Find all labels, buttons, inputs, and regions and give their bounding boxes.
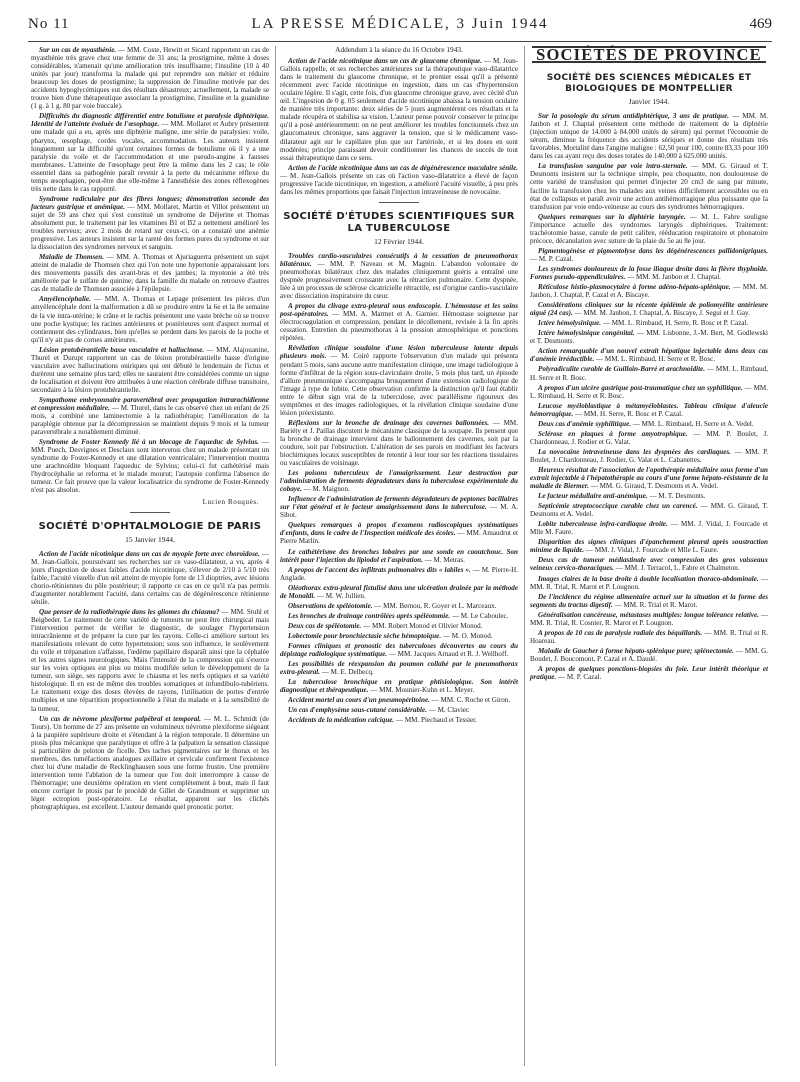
abstract-item: Deux cas de spéléotomie. — MM. Robert Monod et Olivier Monod. [288,621,483,630]
abstract-foster-kennedy: Syndrome de Foster Kennedy lié à un blocage de l'aqueduc de Sylvius. — MM. Puech, Desvignes et Desclaux sont intervenus chez un malade présentant un syndrome de Foster-Kennedy et une dilatation ventriculaire; l'intervention montra une arachnoïdite bloquant l'aqueduc de Sylvius; celui-ci fut cathétérisé mais l'hydrocéphalie se reforma et le malade mourut; l'autopsie confirma l'absence de tumeur. Ce fait prouve que la valeur localisatrice du syndrome de Foster-Kennedy n'est pas absolue. [31,438,269,495]
abstract-item: Les bronches de drainage contrôlées après spéléotomie. — M. Le Caboulec. [288,611,509,620]
abstract-item: La tuberculose bronchique en pratique phtisiologique. Son intérêt diagnostique et thérapeutique. — MM. Mounier-Kuhn et L. Meyer. [280,678,518,695]
abstract-item: Les poisons tuberculeux de l'amaigrissement. Leur destruction par l'administration de ferments dégradateurs dans la tuberculose expérimentale du cobaye. — M. Maignon. [280,469,518,494]
abstract-item: A propos d'un ulcère gastrique post-traumatique chez un syphilitique. — MM. L. Rimbaud, H. Serre et R. Bosc. [530,383,769,400]
abstract-item: Le facteur médullaire anti-anémique. — M. T. Desmonts. [538,492,706,501]
abstract-nevrome: Un cas de névrome plexiforme palpébral et temporal. — M. L. Schmidt (de Tours). Un homme de 27 ans présente un volumineux névrome plexiforme siégeant à la paupière supérieure droite et s'étendant à la région temporale. Il détermine un ptosis plus mécanique que paralytique et offre à la palpation la sensation classique si particulière de peloton de ficelle. Des taches pigmentaires sur le thorax et les membres, des tuméfactions analogues axillaire et cervicale confirment l'existence chez lui d'une maladie de Recklinghausen sous une forme frustre. Une première intervention tente l'ablation de la tumeur que l'on doit interrompre à cause de l'hémorragie; une deuxième opération en vient complètement à bout, mais il faut encore corriger le ptosis par le procédé de Gillet de Grandmont et supprimer un léger ectropion post-opératoire. Le résultat, apparent sur les clichés photographiques, est excellent. L'auteur demande quel pronostic porter. [31,714,269,812]
abstract-item: A propos de quelques ponctions-biopsies du foie. Leur intérêt théorique et pratique. — M. P. Cazal. [530,665,768,682]
abstract-item: Considérations cliniques sur la récente épidémie de poliomyélite antérieure aiguë (24 cas). — MM. M. Janbon, J. Chaptal, A. Biscaye, J. Segui et J. Gay. [530,301,768,318]
abstract-item: Deux cas de tumeur médiastinale avec compression des gros vaisseaux veineux cervico-thoraciques. — MM. J. Terracol, L. Fabre et Chalmeton. [530,556,768,573]
abstract-item: Réflexions sur la bronche de drainage des cavernes ballonnées. — MM. Bariéty et J. Paillas discutent le mécanisme classique de la soupape. Ils pensent que la bronche de drainage intervient dans le ballonnement des cavernes, soit par la coudure, soit par l'obstruction. L'altération de ses parois en modifiant les facteurs biochimiques locaux susceptibles de retentir à leur tour sur les réactions tissulaires ou vasculaires de voisinage. [280,418,518,468]
addendum-note: Addendum à la séance du 16 Octobre 1943. [335,45,463,54]
abstract-item: Accident mortel au cours d'un pneumopéritoine. — MM. C. Roche et Giron. [288,696,511,705]
abstract-item: Disparition des signes cliniques d'épanchement pleural après soustraction minime de liquide. — MM. J. Vidal, J. Fourcade et Mlle L. Faure. [530,538,768,555]
abstract-thomsen: Maladie de Thomsen. — MM. A. Thomas et Ajuriaguerra présentent un sujet atteint de maladie de Thomsen chez qui l'on note une hypertonie apparaissant lors des mouvements passifs des avant-bras et des jambes; la myotonie a été très améliorée par le sulfate de quinine; dans la famille du malade on retrouve d'autres cas de maladie de Thomsen associée à l'épilepsie. [31,253,269,294]
abstract-item: A propos de l'accent des infiltrats pulmonaires dits « labiles ». — M. Pierre-H. Anglade. [280,565,519,582]
issue-number: No 11 [28,16,70,32]
abstract-degenerescence-maculaire: Action de l'acide nicotinique dans un cas de dégénérescence maculaire sénile. — M. Jean-Gallois présente un cas où l'action vaso-dilatatrice a élevé de façon progressive l'acide nicotinique, en ingestion, a amélioré l'acuité visuelle, à peu près dans les mêmes proportions que faisait l'injection intraveineuse de novocaïne. [280,163,518,196]
section-date: 12 Février 1944. [374,236,424,246]
abstract-item: Ictère hémolysinique congénital. — MM. Lisbonne, J.-M. Bert, M. Godlewski et T. Desmonts. [530,329,768,346]
abstract-item: Troubles cardio-vasculaires consécutifs à la cessation de pneumothorax bilatéraux. — MM. P. Naveau et M. Magnin. L'abandon volontaire de pneumothorax bilatéraux chez des malades cliniquement guéris a entraîné une dyspnée progressivement croissante avec la rétraction pulmonaire. Cette dyspnée, liée à un processus de sclérose cicatricielle rétractile, est d'origine cardio-vasculaire avec dissociation inspiratoire du cœur. [280,251,518,301]
abstract-item: Les possibilités de réexpansion du poumon collabé par le pneumothorax extra-pleural. — M. E. Delbecq. [280,660,518,677]
section-rule [130,512,170,513]
abstract-item: Lobectomie pour bronchiectasie sèche hémoptoïque. — M. O. Monod. [288,631,493,640]
section-rule [379,202,419,203]
abstract-item: Les syndromes douloureux de la fosse iliaque droite dans la fièvre thyphoïde. Formes pseudo-appendiculaires. — MM. M. Janbon et J. Chaptal. [530,264,768,281]
section-title-montpellier: SOCIÉTÉ DES SCIENCES MÉDICALES ET BIOLOGIQUES DE MONTPELLIER [546,73,752,95]
abstract-item: Maladie de Gaucher à forme hépato-splénique pure; splénectomie. — MM. G. Boudet, J. Boucomont, P. Cazal et A. Daudé. [530,646,768,663]
journal-title: LA PRESSE MÉDICALE, 3 Juin 1944 [251,16,549,32]
abstract-item: Quelques remarques sur la diphtérie laryngée. — M. L. Fabre souligne l'importance actuelle des syndromes laryngés diphtériques. Traitement: trachéotomie basse, canule de petit calibre, rééducation respiratoire et phonatoire précoce, décanulation avec suture de la plaie du 5e au 8e jour. [530,212,768,245]
abstract-botulisme: Difficultés du diagnostic différentiel entre botulisme et paralysie diphtérique. Identité de l'atteinte évoluée de l'œsophage. — MM. Mollaret et Aubry présentent une malade qui a eu, après une diphtérie maligne, une série de paralysies: voile, pharynx, œsophage, cordes vocales, accommodation. Les auteurs insistent longuement sur la difficulté qu'ont certaines formes de botulisme où il y a une paralysie du voile et de l'accommodation et une pseudo-angine à fausses membranes. L'atteinte de l'œsophage peut être la même dans les 2 cas; le rôle essentiel dans sa pathogénie paraît revenir à la perte du mécanisme réflexe du temps œsophagien, peut-être due elle-même à l'anesthésie des zones réflexogènes très nette dans le cas rapporté. [31,112,270,193]
section-date: 15 Janvier 1944. [125,534,175,544]
abstract-radiculaire: Syndrome radiculaire pur des fibres longues; démonstration seconde des facteurs gastrique et anémique. — MM. Mollaret, Martin et Villot présentent un sujet de 59 ans chez qui s'est constitué un syndrome de Déjerine et Thomas absolument pur, le traitement par les vitamines B1 et B2 a nettement amélioré les troubles nerveux; avec 2 mois de retard sur ceux-ci, on a constaté une anémie progressive. Les auteurs insistent sur la rareté des formes pures du syndrome et sur la dissociation des syndromes nerveux et sanguin. [31,194,269,252]
column-2 [280,46,518,726]
header-rule [28,41,772,42]
abstract-amyelencephalie: Amyélencéphalie. — MM. A. Thomas et Lepage présentent les pièces d'un amyélencéphale dont la malformation a dû se produire entre la 6e et la 8e semaine de la vie intra-utérine; le crâne et le rachis présentent une vaste brèche où se trouve une poche kystique; les racines antérieures et postérieures sont d'aspect normal et contiennent des cylindraxes, bien qu'elles se perdent dans les parois de la poche et qu'il n'y ait pas de cornes antérieures. [31,295,269,344]
abstract-item: Lobite tuberculeuse infra-cardiaque droite. — MM. J. Vidal, J. Fourcade et Mlle M. Faure. [530,520,768,537]
abstract-item: Leucose myéloblastique à métamyéloblastes. Tableau clinique d'aleucie hémorragique. — MM. H. Serre, R. Bosc et P. Cazal. [530,401,768,418]
abstract-item: Ictère hémolysinique. — MM. L. Rimbaud, H. Serre, R. Bosc et P. Cazal. [538,319,749,328]
column-divider-1 [275,46,276,1066]
column-divider-2 [524,46,525,1066]
abstract-item: Observations de spéléotomie. — MM. Bernou, R. Goyer et L. Marceaux. [288,601,497,610]
abstract-item: Formes cliniques et pronostic des tuberculoses découvertes au cours du dépistage radiologique systématique. — MM. Jacques Arnaud et R. J. Wellhoff. [280,642,518,659]
abstract-item: Sur la posologie du sérum antidiphtérique, 3 ans de pratique. — MM. M. Janbon et J. Chaptal présentent cette méthode de traitement de la diphtérie (injection unique de 14.000 à 84.000 unités de sérum) qui permet l'économie de sérum, diminue la fréquence des accidents sériques et donne des résultats très favorables. Mortalité dans l'angine maligne : 62,50 pour 100, contre 83,33 pour 100 dans les cas ayant reçu des doses totales de 140.000 à 625.000 unités. [530,112,768,161]
column-3 [530,46,768,683]
abstract-item: Deux cas d'anémie syphilitique. — MM. L. Rimbaud, H. Serre et A. Vedel. [538,419,754,428]
abstract-glaucome: Action de l'acide nicotinique dans un cas de glaucome chronique. — M. Jean-Gallois rappelle, et ses recherches antérieures sur la thérapeutique vaso-dilatatrice dans le traitement du glaucome chronique, et le premier essai qu'il a présenté récemment avec l'acide nicotinique en ingestion, dans un cas d'hypertension oculaire légère. Il s'agit, cette fois, d'un glaucome chronique grave, avec cécité d'un œil. L'ingestion de 0 g. 05 seulement d'acide nicotinique abaissa la tension oculaire de manière très importante: deux séries de 5 jours augmentèrent ces résultats et la malade récupéra et stabilisa sa vision. L'auteur pense pouvoir conserver le principe qu'il a posé antérieurement: on ne peut améliorer les troubles fonctionnels chez un glaucomateux chronique, sans aggraver la tension, que si le médicament vaso-dilatateur agit sur le capillaire plus que sur l'artériole, et si les doses en sont modérées; principe paraissant devoir conditionner les chances de succès de tout essai thérapeutique dans ce sens. [280,57,518,162]
abstract-item: Images claires de la base droite à double localisation thoraco-abdominale. — MM. R. Trial, R. Marot et P. Lougnon. [530,574,768,591]
abstract-item: Heureux résultat de l'association de l'opothérapie médullaire sous forme d'un extrait injectable à l'hépatothérapie au cours d'une forme hépato-résistante de la maladie de Biermer. — MM. G. Giraud, T. Desmonts et A. Vedel. [530,465,768,491]
column-1 [31,46,269,813]
abstract-item: Influence de l'administration de ferments dégradateurs de peptones bacillaires sur l'état général et le facteur amaigrissement dans la tuberculose. — M. A. Sibot. [280,495,518,520]
abstract-item: Septicémie streptococcique curable chez un carencé. — MM. G. Giraud, T. Desmonts et A. Vedel. [530,502,768,519]
section-title-tuberculose: SOCIÉTÉ D'ÉTUDES SCIENTIFIQUES SUR LA TUBERCULOSE [283,210,515,234]
abstract-item: Un cas d'emphysème sous-cutané considérable. — M. Clavier. [288,706,470,715]
abstract-item: Sclérose en plaques à forme amyotrophique. — MM. P. Boulet, J. Chardonneau, J. Rodier et G. Valat. [530,429,769,446]
abstract-gliomes: Que penser de la radiothérapie dans les gliomes du chiasma? — MM. Stuhl et Beigbeder. Le traitement de cette variété de tumeurs ne peut être chirurgical mais l'intervention permet de vérifier le diagnostic, de soulager l'hypertension intracrânienne et de préparer la cure par les rayons. Celle-ci améliore surtout les manifestations relevant de cette hypertension; sous son influence, le soulèvement du voile et trépanation s'affaisse, l'œdème papillaire disparaît ainsi que la céphalée et les autres signes neurologiques. Mais l'intensité de la compression qui s'exerce sur les voies optiques est plus ou moins modifiée selon le développement de la tumeur, son siège, ses rapports avec le chiasma et les nerfs optiques et sa variété histologique. Il en est de même des troubles somatiques et infundibulo-tubériens. Le traitement exige des doses élevées de rayons, l'utilisation de portes d'entrée multiples et une répartition proportionnelle à l'état du malade et à la sensibilité de la tumeur. [31,607,269,713]
author-signature: Lucien Rouquès. [202,497,259,506]
page-header [28,10,772,40]
abstract-myopie: Action de l'acide nicotinique dans un cas de myopie forte avec choroïdose. — M. Jean-Gallois, poursuivant ses recherches sur ce vaso-dilatateur, a vu, après 4 jours d'ingestion de doses faibles d'acide nicotinique, s'élever de 2/10 à 5/10 très faible, l'acuité visuelle d'un œil atteint de myopie forte de 13 dioptries, avec lésions chorio-rétiniennes du pôle postérieur; il rapporte ce cas en ce qu'il n'a pas permis d'augmenter notablement l'acuité, dans certains cas de dégénérescence rétinienne sénile. [31,549,269,606]
abstract-sympathome: Sympathome embryonnaire paravertébral avec propagation intrarachidienne et compression médullaire. — M. Thurel, dans le cas observé chez un enfant de 26 mois, a combiné une laminectomie à la radiothérapie; l'amélioration de la paraplégie obtenue par la décompression se maintient depuis 9 mois et la tumeur paravertébrale a notablement diminué. [31,395,270,437]
abstract-item: A propos du clivage extra-pleural sous endoscopie. L'hémostase et les soins post-opératoires. — MM. A. Marmet et A. Garnier. Hémostase soigneuse par électrocoagulation et compression, pendant le décollement, revisée à la fin après cessation. Entretien du pneumothorax à la pression atmosphérique et ponctions répétées. [280,302,518,343]
abstract-item: Généralisation cancéreuse, métastases multiples: longue tolérance relative. — MM. R. Trial, R. Cosnier, R. Marot et P. Lougnon. [530,610,768,627]
section-title-ophtalmologie: SOCIÉTÉ D'OPHTALMOLOGIE DE PARIS [38,520,262,532]
abstract-item: Polyradiculite curable de Guillain-Barré et arachnoïdite. — MM. L. Rimbaud, H. Serre et R. Bosc. [530,365,768,382]
abstract-item: De l'incidence du régime alimentaire actuel sur la situation et la forme des segments du tractus digestif. — MM. R. Trial et R. Marot. [530,592,768,609]
abstract-item: Action remarquable d'un nouvel extrait hépatique injectable dans deux cas d'anémie irréductible. — MM. L. Rimbaud, H. Serre et R. Bosc. [530,347,768,364]
abstract-item: Le cathétérisme des bronches lobaires par une sonde en caoutchouc. Son intérêt pour l'injection du lipiodol et l'aspiration. — M. Metras. [280,547,518,564]
abstract-item: Pigmentogénèse et pigmentolyse dans les dégénérescences pallidonigriques. — M. P. Cazal. [530,246,768,263]
abstract-item: La novocaïne intraveineuse dans les dyspnées des cardiaques. — MM. P. Boulet, J. Chardonneau, J. Rodier, G. Valat et L. Cabanettes. [530,447,768,464]
abstract-item: Quelques remarques à propos d'examens radioscopiques systématiques d'enfants, dans le cadre de l'Inspection médicale des écoles. — MM. Amaudrut et Pierre Marlin. [280,521,518,546]
abstract-myasthenie: Sur un cas de myasthénie. — MM. Coste, Hewitt et Sicard rapportent un cas de myasthénie très grave chez une femme de 31 ans; la prostigmine, même à doses considérables, n'amenait qu'une amélioration très insuffisante; l'insuline (10 à 40 unités par jour) transforma la malade qui put reprendre son métier et réduire beaucoup les doses de prostigmine; la suppression de l'insuline motivée par des accidents hypoglycémiques eut des résultats désastreux; actuellement, la malade se trouve bien d'une thérapeutique associant la prostigmine, l'insuline et la guanidine (1 g. à 1 g. 80 par voie buccale). [31,46,269,111]
banner-societes-de-province: SOCIÉTÉS DE PROVINCE [532,46,766,63]
abstract-item: Réticulose histio-plasmocytaire à forme adéno-hépato-splénique. — MM. M. Janbon, J. Chaptal, P. Cazal et A. Biscaye. [530,283,768,300]
section-date: Janvier 1944. [628,97,670,107]
abstract-item: Révélation clinique soudaine d'une lésion tuberculeuse latente depuis plusieurs mois. — M. Coirè rapporte l'observation d'un malade qui présenta pendant 5 mois, sans aucune autre manifestation clinique, une image radiologique à forme d'infiltrat de la région sous-claviculaire droite, 5 mois plus tard, un épisode d'allure pneumonique s'accompagna brusquement d'une extension radiologique de l'image à type de lobite. Cette observation confirme la distinction qu'il faut établir entre le début sign vrai de la tuberculose, avec parallélisme rigoureux des symptômes et des images radiologiques, et la révélation clinique soudaine d'une lésion préexistante. [280,344,518,417]
page-number: 469 [749,16,772,32]
abstract-item: La transfusion sanguine par voie intra-sternale. — MM. G. Giraud et T. Desmonts insistent sur la technique simple, peu choquante, non douloureuse de cette variété de transfusion qui permet d'injecter 20 cm3 de sang par minute, facilite la transfusion chez les malades aux veines difficilement accessibles ou en état de collapsus et paraît avoir une action antihémorragique plus puissante que la transfusion par voie endo-veineuse au cours des syndromes hémorragiques. [530,162,769,211]
abstract-item: A propos de 10 cas de paralysie radiale des béquillards. — MM. R. Trial et R. Hoareau. [530,628,768,645]
abstract-lesion-protuberantielle: Lésion protubérantielle basse vasculaire et hallucinose. — MM. Alajouanine, Thurel et Durupt rapportent un cas de lésion protubérantielle basse d'origine vasculaire avec hallucinations oniriques qui ont débuté le lendemain de l'ictus et durèrent une semaine plus tard; elles ne sauraient être considérées comme un signe de localisation et doivent être attribuées à une réaction cérébrale diffuse transitoire, secondaire à la lésion protubérantielle. [31,345,269,394]
abstract-item: Accidents de la médication calcique. — MM. Piechaud et Tessier. [288,716,477,725]
abstract-item: Oléothorax extra-pleural fistulisé dans une ulcération drainée par la méthode de Monaldi. — M. W. Jullien. [280,583,518,600]
